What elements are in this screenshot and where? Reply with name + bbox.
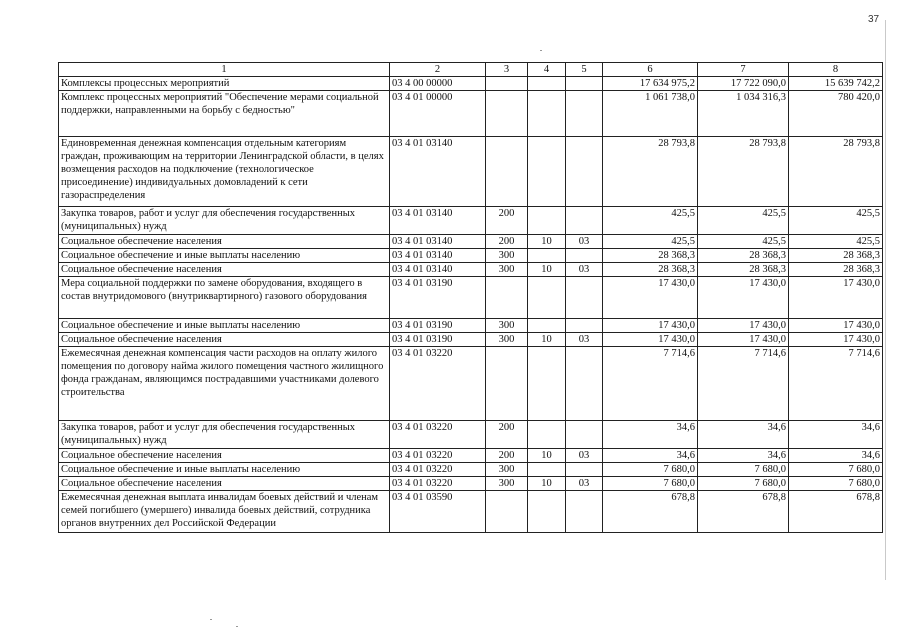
scan-edge-line <box>885 20 886 580</box>
row-value-col7: 17 430,0 <box>698 333 789 347</box>
row-subsection <box>566 137 603 207</box>
row-code: 03 4 01 03190 <box>390 277 486 319</box>
scan-speck <box>210 619 212 620</box>
table-row <box>59 449 883 463</box>
row-name: Социальное обеспечение населения <box>59 449 390 463</box>
row-value-col8: 34,6 <box>789 449 883 463</box>
row-value-col7: 7 714,6 <box>698 347 789 421</box>
row-section <box>528 91 566 137</box>
row-code: 03 4 01 03220 <box>390 477 486 491</box>
row-subsection <box>566 319 603 333</box>
row-value-col7: 7 680,0 <box>698 477 789 491</box>
row-name: Социальное обеспечение и иные выплаты населению <box>59 319 390 333</box>
table-row <box>59 491 883 533</box>
row-value-col6: 34,6 <box>603 449 698 463</box>
row-code: 03 4 01 03220 <box>390 463 486 477</box>
row-code: 03 4 01 00000 <box>390 91 486 137</box>
row-value-col6: 17 430,0 <box>603 333 698 347</box>
row-value-col8: 678,8 <box>789 491 883 533</box>
row-value-col6: 425,5 <box>603 207 698 235</box>
row-code: 03 4 01 03590 <box>390 491 486 533</box>
column-header: 3 <box>486 63 528 77</box>
row-name: Социальное обеспечение населения <box>59 333 390 347</box>
row-subsection <box>566 463 603 477</box>
row-subsection: 03 <box>566 235 603 249</box>
column-header: 2 <box>390 63 486 77</box>
table-row <box>59 235 883 249</box>
row-subsection <box>566 347 603 421</box>
row-subsection <box>566 249 603 263</box>
row-code: 03 4 01 03140 <box>390 263 486 277</box>
row-type-code <box>486 347 528 421</box>
row-value-col7: 425,5 <box>698 235 789 249</box>
row-code: 03 4 01 03140 <box>390 249 486 263</box>
row-code: 03 4 01 03140 <box>390 137 486 207</box>
row-value-col8: 7 680,0 <box>789 463 883 477</box>
row-value-col6: 1 061 738,0 <box>603 91 698 137</box>
row-type-code: 200 <box>486 421 528 449</box>
row-value-col6: 34,6 <box>603 421 698 449</box>
column-header: 8 <box>789 63 883 77</box>
row-subsection <box>566 491 603 533</box>
row-section <box>528 137 566 207</box>
row-name: Социальное обеспечение населения <box>59 263 390 277</box>
row-type-code: 200 <box>486 207 528 235</box>
row-value-col8: 17 430,0 <box>789 319 883 333</box>
row-name: Комплексы процессных мероприятий <box>59 77 390 91</box>
row-value-col6: 28 368,3 <box>603 263 698 277</box>
row-code: 03 4 01 03220 <box>390 421 486 449</box>
row-code: 03 4 01 03140 <box>390 207 486 235</box>
row-value-col8: 7 680,0 <box>789 477 883 491</box>
row-value-col7: 28 368,3 <box>698 263 789 277</box>
row-subsection <box>566 91 603 137</box>
row-value-col7: 34,6 <box>698 421 789 449</box>
row-value-col7: 678,8 <box>698 491 789 533</box>
table-row <box>59 249 883 263</box>
row-value-col8: 28 368,3 <box>789 263 883 277</box>
row-section <box>528 491 566 533</box>
row-name: Ежемесячная денежная компенсация части расходов на оплату жилого помещения по договору найма жилого помещения частного жилищного фонда гражданам, являющимся пострадавшими участниками долевого строительства <box>59 347 390 421</box>
row-type-code: 300 <box>486 249 528 263</box>
table-row <box>59 263 883 277</box>
row-value-col6: 17 430,0 <box>603 277 698 319</box>
row-name: Закупка товаров, работ и услуг для обеспечения государственных (муниципальных) нужд <box>59 207 390 235</box>
row-section <box>528 277 566 319</box>
row-code: 03 4 01 03140 <box>390 235 486 249</box>
row-value-col7: 28 368,3 <box>698 249 789 263</box>
table-row <box>59 421 883 449</box>
row-subsection: 03 <box>566 477 603 491</box>
row-code: 03 4 00 00000 <box>390 77 486 91</box>
row-value-col7: 17 430,0 <box>698 277 789 319</box>
row-type-code <box>486 491 528 533</box>
table-row <box>59 319 883 333</box>
column-header: 6 <box>603 63 698 77</box>
column-header: 5 <box>566 63 603 77</box>
table-row <box>59 477 883 491</box>
row-type-code <box>486 77 528 91</box>
row-code: 03 4 01 03220 <box>390 449 486 463</box>
row-section: 10 <box>528 333 566 347</box>
table-row <box>59 463 883 477</box>
row-value-col7: 28 793,8 <box>698 137 789 207</box>
row-value-col6: 7 680,0 <box>603 477 698 491</box>
scan-speck <box>540 50 542 51</box>
row-value-col6: 7 680,0 <box>603 463 698 477</box>
row-name: Социальное обеспечение и иные выплаты населению <box>59 463 390 477</box>
row-subsection: 03 <box>566 333 603 347</box>
row-value-col8: 15 639 742,2 <box>789 77 883 91</box>
row-subsection <box>566 207 603 235</box>
row-code: 03 4 01 03220 <box>390 347 486 421</box>
table-row <box>59 333 883 347</box>
row-value-col8: 425,5 <box>789 235 883 249</box>
row-code: 03 4 01 03190 <box>390 319 486 333</box>
table-row <box>59 207 883 235</box>
row-name: Единовременная денежная компенсация отдельным категориям граждан, проживающим на территории Ленинградской области, в целях возмещения расходов на подключение (технологическое присоединение) индивидуальных домовладений к сети газораспределения <box>59 137 390 207</box>
row-subsection: 03 <box>566 263 603 277</box>
row-section <box>528 421 566 449</box>
row-section: 10 <box>528 235 566 249</box>
row-name: Мера социальной поддержки по замене оборудования, входящего в состав внутридомового (внутриквартирного) газового оборудования <box>59 277 390 319</box>
row-type-code: 300 <box>486 333 528 347</box>
row-name: Социальное обеспечение населения <box>59 477 390 491</box>
column-header: 7 <box>698 63 789 77</box>
row-value-col7: 1 034 316,3 <box>698 91 789 137</box>
row-name: Ежемесячная денежная выплата инвалидам боевых действий и членам семей погибшего (умершего) инвалида боевых действий, сотрудника органов внутренних дел Российской Федерации <box>59 491 390 533</box>
table-row <box>59 91 883 137</box>
row-value-col7: 425,5 <box>698 207 789 235</box>
row-value-col8: 17 430,0 <box>789 277 883 319</box>
table-row <box>59 77 883 91</box>
row-value-col8: 780 420,0 <box>789 91 883 137</box>
row-value-col6: 17 430,0 <box>603 319 698 333</box>
row-value-col8: 28 368,3 <box>789 249 883 263</box>
column-header: 4 <box>528 63 566 77</box>
row-type-code <box>486 277 528 319</box>
row-name: Социальное обеспечение населения <box>59 235 390 249</box>
row-name: Социальное обеспечение и иные выплаты населению <box>59 249 390 263</box>
table-row <box>59 347 883 421</box>
row-value-col8: 7 714,6 <box>789 347 883 421</box>
row-type-code: 300 <box>486 477 528 491</box>
row-subsection: 03 <box>566 449 603 463</box>
row-name: Комплекс процессных мероприятий "Обеспечение мерами социальной поддержки, направленными на борьбу с бедностью" <box>59 91 390 137</box>
row-type-code: 300 <box>486 263 528 277</box>
row-value-col8: 34,6 <box>789 421 883 449</box>
row-name: Закупка товаров, работ и услуг для обеспечения государственных (муниципальных) нужд <box>59 421 390 449</box>
row-section <box>528 319 566 333</box>
row-value-col6: 28 368,3 <box>603 249 698 263</box>
row-value-col7: 7 680,0 <box>698 463 789 477</box>
table-header-row <box>59 63 883 77</box>
row-code: 03 4 01 03190 <box>390 333 486 347</box>
row-value-col6: 678,8 <box>603 491 698 533</box>
row-subsection <box>566 77 603 91</box>
row-type-code: 200 <box>486 449 528 463</box>
row-value-col6: 7 714,6 <box>603 347 698 421</box>
row-type-code <box>486 91 528 137</box>
row-type-code: 300 <box>486 319 528 333</box>
row-section <box>528 207 566 235</box>
column-header: 1 <box>59 63 390 77</box>
scan-speck <box>236 626 238 627</box>
row-value-col6: 28 793,8 <box>603 137 698 207</box>
budget-table <box>58 62 883 533</box>
row-type-code: 300 <box>486 463 528 477</box>
table-row <box>59 277 883 319</box>
row-subsection <box>566 421 603 449</box>
row-subsection <box>566 277 603 319</box>
row-section: 10 <box>528 477 566 491</box>
row-value-col7: 17 430,0 <box>698 319 789 333</box>
row-value-col7: 17 722 090,0 <box>698 77 789 91</box>
row-type-code <box>486 137 528 207</box>
row-section <box>528 249 566 263</box>
row-value-col8: 425,5 <box>789 207 883 235</box>
page-number: 37 <box>868 14 880 25</box>
row-value-col6: 425,5 <box>603 235 698 249</box>
row-value-col6: 17 634 975,2 <box>603 77 698 91</box>
row-section <box>528 463 566 477</box>
row-type-code: 200 <box>486 235 528 249</box>
row-value-col8: 17 430,0 <box>789 333 883 347</box>
row-section: 10 <box>528 263 566 277</box>
row-section: 10 <box>528 449 566 463</box>
row-section <box>528 77 566 91</box>
row-section <box>528 347 566 421</box>
row-value-col8: 28 793,8 <box>789 137 883 207</box>
row-value-col7: 34,6 <box>698 449 789 463</box>
table-row <box>59 137 883 207</box>
